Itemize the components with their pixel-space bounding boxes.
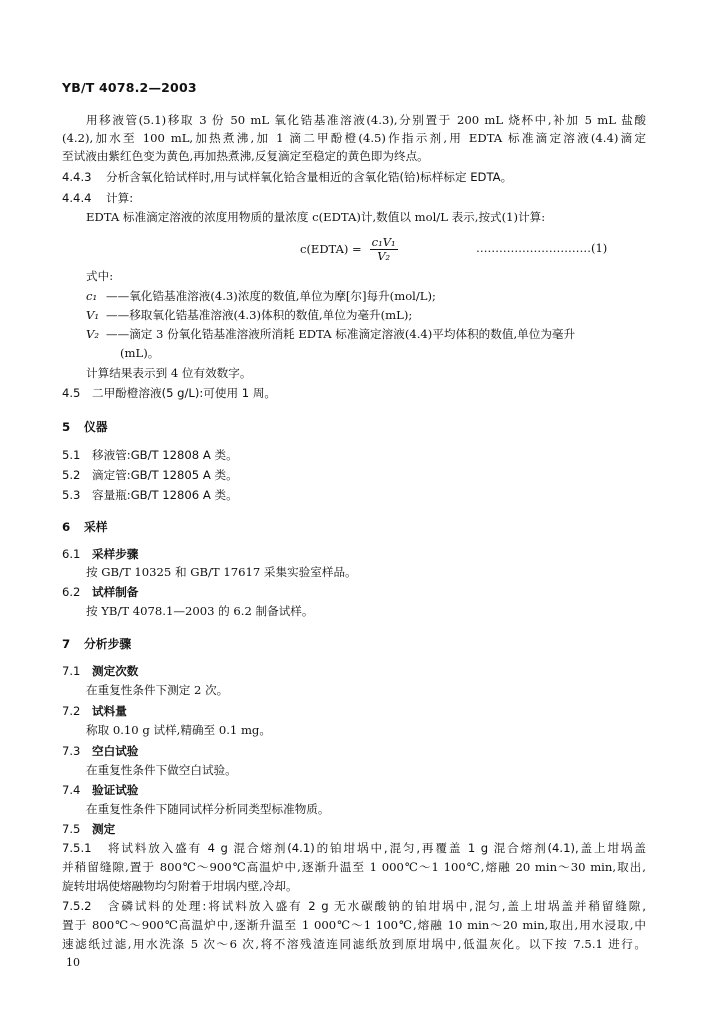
clause-number: 7 — [62, 637, 71, 651]
text-line — [62, 936, 646, 952]
clause-line — [62, 898, 646, 914]
clause-line — [62, 447, 646, 463]
clause-title: 测定 — [92, 822, 116, 836]
text-content: 用移液管(5.1)移取 3 份 50 mL 氧化锆基准溶液(4.3),分别置于 200 mL 烧杯中,补加 5 mL 盐酸 — [86, 113, 646, 127]
clause-line — [62, 821, 646, 837]
text-line — [62, 148, 646, 164]
symbol: V₁ — [86, 308, 100, 322]
text-content: 在重复性条件下测定 2 次。 — [86, 683, 229, 697]
text-line — [86, 112, 646, 128]
text-content: 速滤纸过滤,用水洗涤 5 次～6 次,将不溶残渣连同滤纸放到原坩埚中,低温灰化。以下按 7.5.1 进行。 — [62, 937, 646, 951]
clause-number: 6.1 — [62, 547, 81, 561]
clause-line — [62, 487, 646, 503]
text-content: EDTA 标准滴定溶液的浓度用物质的量浓度 c(EDTA)计,数值以 mol/L 表示,按式(1)计算: — [86, 210, 546, 224]
text-content: 按 YB/T 4078.1—2003 的 6.2 制备试样。 — [86, 604, 314, 618]
clause-title: 测定次数 — [92, 664, 139, 678]
definition-continuation: (mL)。 — [120, 346, 160, 360]
text-content: 称取 0.10 g 试样,精确至 0.1 mg。 — [86, 723, 271, 737]
formula-denominator: V₂ — [377, 248, 391, 263]
text-line — [62, 917, 646, 933]
clause-title: 采样 — [84, 520, 108, 534]
clause-title: 验证试验 — [92, 783, 139, 797]
symbol-definition — [86, 288, 646, 304]
clause-line — [62, 169, 646, 185]
text-content: 在重复性条件下做空白试验。 — [86, 763, 237, 777]
clause-title: 滴定管:GB/T 12805 A 类。 — [92, 468, 238, 482]
text-line — [62, 130, 646, 146]
text-content: (4.2),加水至 100 mL,加热煮沸,加 1 滴二甲酚橙(4.5)作指示剂,用 EDTA 标准滴定溶液(4.4)滴定 — [62, 131, 646, 145]
text-line — [62, 878, 646, 894]
text-content: 置于 800℃～900℃高温炉中,逐渐升温至 1 000℃～1 100℃,熔融 10 min～20 min,取出,用水浸取,中 — [62, 918, 646, 932]
clause-line — [62, 546, 646, 562]
text-line — [86, 209, 646, 225]
clause-number: 5.1 — [62, 448, 81, 462]
text-line — [86, 564, 646, 580]
clause-title: 计算: — [106, 191, 134, 205]
symbol-meaning: ——氧化锆基准溶液(4.3)浓度的数值,单位为摩[尔]每升(mol/L); — [106, 289, 436, 303]
text-line — [86, 801, 646, 817]
clause-title: 分析含氧化铪试样时,用与试样氧化铪含量相近的含氧化锆(铪)标样标定 EDTA。 — [106, 170, 513, 184]
clause-number: 4.4.4 — [62, 191, 92, 205]
clause-title: 分析步骤 — [84, 637, 132, 651]
page-number: 10 — [66, 956, 80, 969]
clause-line — [62, 467, 646, 483]
where-label: 式中: — [86, 269, 114, 283]
text-content: 按 GB/T 10325 和 GB/T 17617 采集实验室样品。 — [86, 565, 357, 579]
formula-fraction — [370, 236, 398, 263]
clause-number: 7.1 — [62, 664, 81, 678]
clause-number: 6.2 — [62, 585, 81, 599]
clause-number: 7.5.1 — [62, 841, 92, 855]
formula-number: …………………………(1) — [476, 241, 608, 255]
clause-line — [62, 703, 646, 719]
clause-line — [62, 663, 646, 679]
clause-line — [62, 385, 646, 401]
text-line — [86, 603, 646, 619]
formula-lhs: c(EDTA) = — [300, 242, 362, 256]
clause-title: 试料量 — [92, 704, 127, 718]
clause-number: 5.3 — [62, 488, 81, 502]
symbol-meaning: ——滴定 3 份氧化锆基准溶液所消耗 EDTA 标准滴定溶液(4.4)平均体积的数值,单位为毫升 — [106, 327, 576, 341]
clause-title: 含磷试料的处理:将试料放入盛有 2 g 无水碳酸钠的铂坩埚中,混匀,盖上坩埚盖并稍留缝隙, — [106, 899, 646, 913]
clause-title: 将试料放入盛有 4 g 混合熔剂(4.1)的铂坩埚中,混匀,再覆盖 1 g 混合熔剂(4.1),盖上坩埚盖 — [106, 841, 646, 855]
result-note: 计算结果表示到 4 位有效数字。 — [86, 366, 252, 380]
clause-number: 5 — [62, 420, 71, 434]
text-line — [86, 762, 646, 778]
standard-number-header: YB/T 4078.2—2003 — [62, 80, 197, 95]
symbol-definition — [86, 307, 646, 323]
text-content: 至试液由紫红色变为黄色,再加热煮沸,反复滴定至稳定的黄色即为终点。 — [62, 149, 429, 163]
clause-title: 采样步骤 — [92, 547, 139, 561]
clause-line — [62, 190, 646, 206]
clause-line — [62, 636, 646, 652]
symbol-definition — [86, 326, 646, 342]
clause-number: 4.4.3 — [62, 170, 92, 184]
clause-title: 移液管:GB/T 12808 A 类。 — [92, 448, 238, 462]
text-content: 并稍留缝隙,置于 800℃～900℃高温炉中,逐渐升温至 1 000℃～1 100℃,熔融 20 min～30 min,取出, — [62, 860, 646, 874]
clause-number: 7.4 — [62, 783, 81, 797]
clause-number: 7.5 — [62, 822, 81, 836]
clause-number: 6 — [62, 520, 71, 534]
clause-line — [62, 840, 646, 856]
clause-number: 7.5.2 — [62, 899, 92, 913]
clause-title: 空白试验 — [92, 744, 139, 758]
text-line — [62, 859, 646, 875]
clause-line — [62, 519, 646, 535]
clause-title: 容量瓶:GB/T 12806 A 类。 — [92, 488, 238, 502]
text-line — [86, 682, 646, 698]
formula-numerator: c₁V₁ — [371, 234, 396, 249]
text-line — [86, 722, 646, 738]
symbol: c₁ — [86, 289, 98, 303]
clause-number: 5.2 — [62, 468, 81, 482]
clause-number: 4.5 — [62, 386, 81, 400]
formula-1 — [300, 234, 398, 264]
text-content: 在重复性条件下随同试样分析同类型标准物质。 — [86, 802, 330, 816]
clause-title: 仪器 — [84, 420, 108, 434]
clause-line — [62, 782, 646, 798]
symbol: V₂ — [86, 327, 100, 341]
text-content: 旋转坩埚使熔融物均匀附着于坩埚内壁,冷却。 — [62, 879, 298, 893]
symbol-meaning: ——移取氧化锆基准溶液(4.3)体积的数值,单位为毫升(mL); — [106, 308, 413, 322]
clause-title: 试样制备 — [92, 585, 139, 599]
clause-number: 7.3 — [62, 744, 81, 758]
clause-line — [62, 743, 646, 759]
clause-line — [62, 584, 646, 600]
clause-number: 7.2 — [62, 704, 81, 718]
clause-title: 二甲酚橙溶液(5 g/L):可使用 1 周。 — [92, 386, 277, 400]
clause-line — [62, 419, 646, 435]
